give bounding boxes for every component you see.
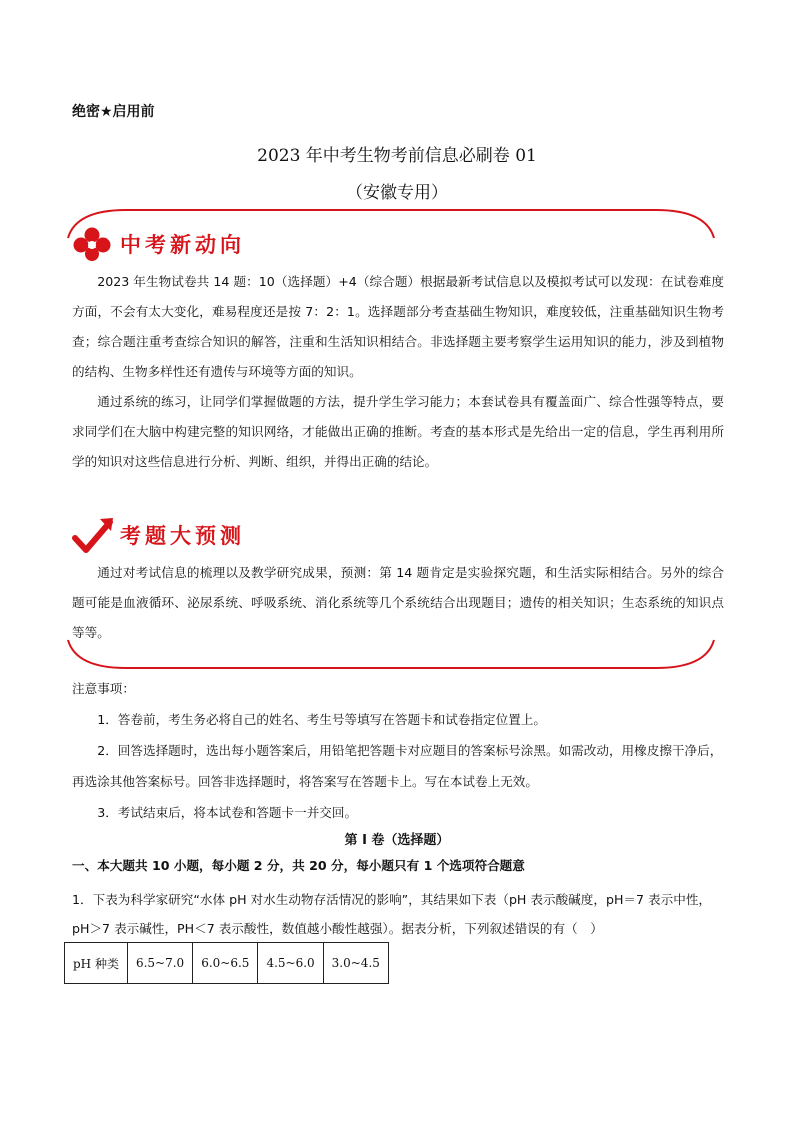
predict-paragraph-1: 通过对考试信息的梳理以及教学研究成果，预测：第 14 题肯定是实验探究题，和生活实际相结合。另外的综合题可能是血液循环、泌尿系统、呼吸系统、消化系统等几个系统结合出现题目；遗传的相关知识；生态系统的知识点等等。 <box>72 565 724 640</box>
note-item-1: 1．答卷前，考生务必将自己的姓名、考生号等填写在答题卡和试卷指定位置上。 <box>97 712 546 727</box>
ph-table-cell: 6.5~7.0 <box>127 943 192 984</box>
ph-table-cell: 6.0~6.5 <box>193 943 258 984</box>
section-bottom-arc <box>66 638 716 672</box>
part1-title: 第 I 卷（选择题） <box>344 833 450 848</box>
clover-icon <box>72 226 112 262</box>
notes-title: 注意事项： <box>72 681 135 696</box>
ph-table-cell: 3.0~4.5 <box>323 943 388 984</box>
predict-section-body <box>72 558 724 648</box>
ph-table <box>64 942 389 984</box>
exam-notes <box>72 673 724 828</box>
exam-subtitle: （安徽专用） <box>346 183 448 203</box>
note-item-3: 3．考试结束后，将本试卷和答题卡一并交回。 <box>97 805 358 820</box>
part1-instruction: 一、本大题共 10 小题，每小题 2 分，共 20 分，每小题只有 1 个选项符合题意 <box>72 858 525 873</box>
trend-paragraph-2: 通过系统的练习，让同学们掌握做题的方法，提升学生学习能力；本套试卷具有覆盖面广、综合性强等特点，要求同学们在大脑中构建完整的知识网络，才能做出正确的推断。考查的基本形式是先给出一定的信息，学生再利用所学的知识对这些信息进行分析、判断、组织，并得出正确的结论。 <box>72 394 724 469</box>
trend-section-header <box>72 226 245 262</box>
ph-table-cell: 4.5~6.0 <box>258 943 323 984</box>
top-secret-label: 绝密★启用前 <box>72 104 155 120</box>
trend-paragraph-1: 2023 年生物试卷共 14 题：10（选择题）+4（综合题）根据最新考试信息以及模拟考试可以发现：在试卷难度方面，不会有太大变化，难易程度还是按 7：2：1。选择题部分考查基础生物知识，难度较低，注重基础知识生物考查；综合题注重考查综合知识的解答，注重和生活知识相结合。非选择题主要考察学生运用知识的能力，涉及到植物的结构、生物多样性还有遗传与环境等方面的知识。 <box>72 274 724 379</box>
ph-table-header-cell: pH 种类 <box>65 943 128 984</box>
predict-section-title: 考题大预测 <box>120 524 245 548</box>
predict-section-header <box>72 514 245 556</box>
note-item-2: 2．回答选择题时，选出每小题答案后，用铅笔把答题卡对应题目的答案标号涂黑。如需改动，用橡皮擦干净后，再选涂其他答案标号。回答非选择题时，将答案写在答题卡上。写在本试卷上无效。 <box>72 743 723 789</box>
exam-title: 2023 年中考生物考前信息必刷卷 01 <box>257 146 537 166</box>
question-1-text: 1．下表为科学家研究“水体 pH 对水生动物存活情况的影响”，其结果如下表（pH 表示酸碱度，pH＝7 表示中性，pH＞7 表示碱性，PH＜7 表示酸性，数值越小酸性越强）。据表分析，下列叙述错误的有（ ） <box>72 892 712 936</box>
check-arrow-icon <box>72 514 116 556</box>
trend-section-title: 中考新动向 <box>120 233 245 257</box>
table-row <box>65 943 389 984</box>
trend-section-body <box>72 267 724 477</box>
